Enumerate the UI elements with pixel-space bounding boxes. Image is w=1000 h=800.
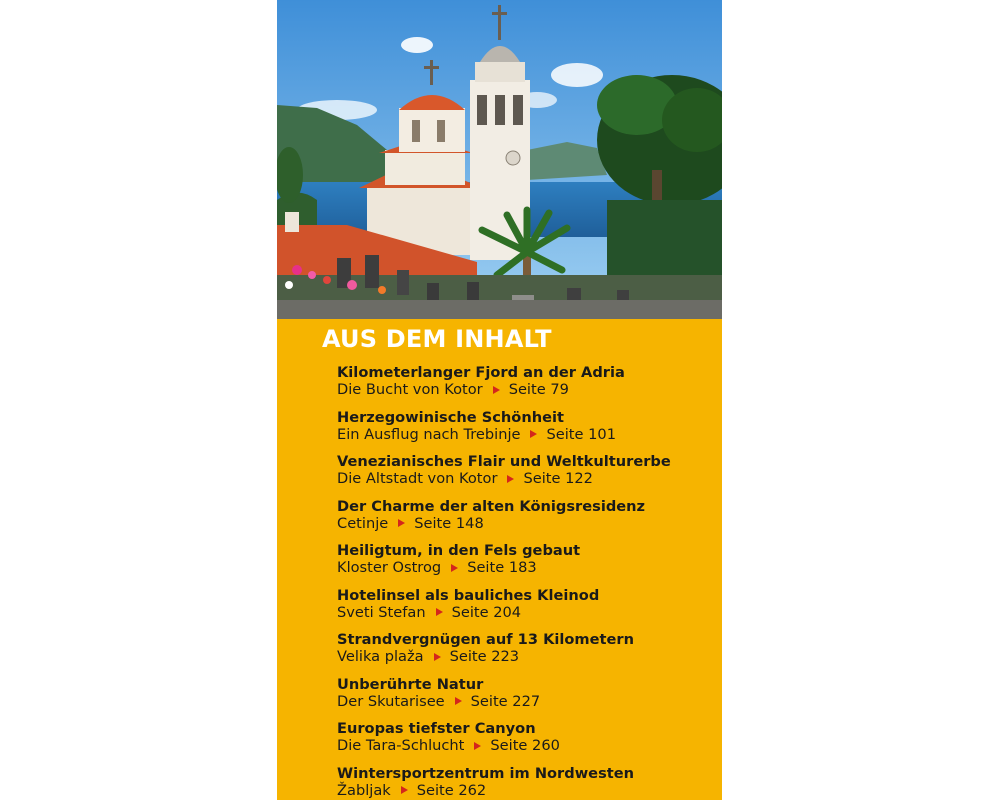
entry-place: Ein Ausflug nach Trebinje [337, 425, 521, 443]
contents-heading: AUS DEM INHALT [322, 325, 552, 353]
arrow-icon [493, 386, 500, 394]
entry-page: Seite 101 [546, 425, 616, 443]
entry-page: Seite 262 [416, 781, 487, 799]
entry-place: Sveti Stefan [337, 603, 426, 621]
entry-place: Die Bucht von Kotor [337, 381, 483, 398]
entry-page: Seite 183 [467, 559, 537, 576]
list-item [337, 720, 717, 765]
entry-page: Seite 122 [523, 470, 593, 487]
list-item [337, 765, 717, 800]
entry-title: Venezianisches Flair und Weltkulturerbe [337, 453, 671, 470]
list-item [337, 631, 717, 676]
entry-title: Hotelinsel als bauliches Kleinod [337, 586, 600, 604]
entry-title: Unberührte Natur [337, 675, 484, 693]
arrow-icon [398, 519, 405, 527]
entry-title: Heiligtum, in den Fels gebaut [337, 542, 581, 559]
arrow-icon [401, 786, 408, 794]
entry-place: Kloster Ostrog [337, 559, 442, 576]
list-item [337, 498, 717, 543]
entry-title: Kilometerlanger Fjord an der Adria [337, 364, 625, 381]
list-item [337, 676, 717, 721]
list-item [337, 542, 717, 587]
entry-title: Strandvergnügen auf 13 Kilometern [337, 631, 634, 648]
book-page [277, 0, 722, 800]
list-item [337, 364, 717, 409]
entry-page: Seite 223 [449, 648, 520, 665]
arrow-icon [507, 475, 514, 483]
entry-place: Der Skutarisee [337, 692, 445, 710]
list-item [337, 453, 717, 498]
list-item [337, 409, 717, 454]
entry-place: Cetinje [337, 514, 389, 532]
entry-page: Seite 227 [470, 692, 541, 710]
entry-place: Die Altstadt von Kotor [337, 470, 498, 487]
list-item [337, 587, 717, 632]
arrow-icon [455, 697, 462, 705]
arrow-icon [451, 564, 458, 572]
entry-place: Velika plaža [337, 648, 424, 665]
arrow-icon [436, 608, 443, 616]
monastery-coast-photo [277, 0, 722, 319]
entry-title: Europas tiefster Canyon [337, 720, 536, 737]
arrow-icon [474, 742, 481, 750]
entry-title: Der Charme der alten Königsresidenz [337, 497, 646, 515]
entry-page: Seite 260 [490, 737, 560, 754]
entry-place: Die Tara-Schlucht [337, 737, 465, 754]
entry-title: Herzegowinische Schönheit [337, 408, 564, 426]
arrow-icon [530, 430, 537, 438]
entry-place: Žabljak [337, 781, 391, 799]
contents-list [337, 364, 717, 800]
entry-page: Seite 148 [414, 514, 484, 532]
entry-page: Seite 79 [508, 381, 569, 398]
arrow-icon [434, 653, 441, 661]
entry-page: Seite 204 [451, 603, 522, 621]
entry-title: Wintersportzentrum im Nordwesten [337, 764, 635, 782]
contents-panel [277, 319, 722, 800]
